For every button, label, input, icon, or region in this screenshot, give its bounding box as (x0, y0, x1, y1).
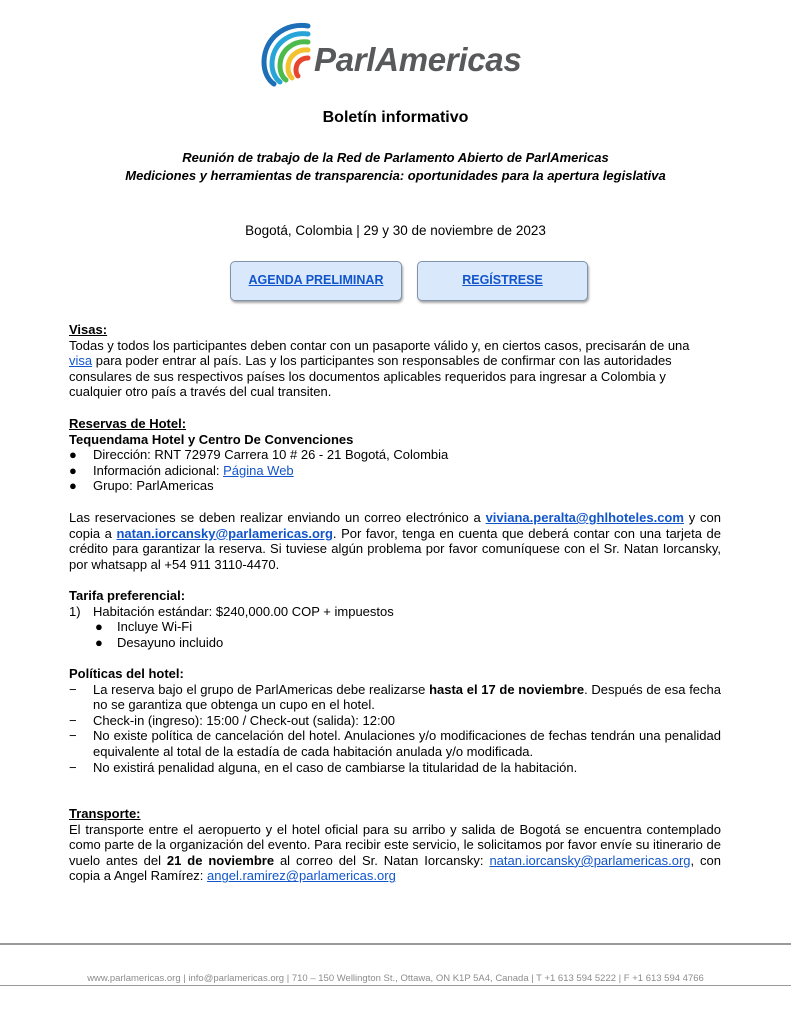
event-subtitle-1: Reunión de trabajo de la Red de Parlamento Abierto de ParlAmericas (182, 150, 609, 165)
list-item: ● Desayuno incluido (95, 634, 224, 650)
hotel-section (69, 416, 721, 494)
list-item: − La reserva bajo el grupo de ParlAmericas debe realizarse hasta el 17 de noviembre. Después de esa fecha no se garantiza que obtenga un cupo en el hotel. (69, 681, 722, 713)
reservation-paragraph: Las reservaciones se deben realizar enviando un correo electrónico a viviana.peralta@ghlhoteles.com y con copia a natan.iorcansky@parlamericas.org. Por favor, tenga en cuenta que deberá contar con una tarjeta de crédito para garantizar la reserva. Si tuviese algún problema por favor comuníquese con el Sr. Natan Iorcansky, por whatsapp al +54 911 3110-4470. (69, 510, 721, 572)
agenda-button[interactable]: AGENDA PRELIMINAR (230, 261, 402, 301)
footer-bottom-divider (0, 985, 791, 986)
parlamericas-logo (258, 18, 528, 92)
policies-section (69, 666, 721, 775)
visas-section (69, 322, 721, 400)
transport-section (69, 806, 721, 884)
event-subtitle-2: Mediciones y herramientas de transparencia: oportunidades para la apertura legislativa (125, 168, 666, 183)
hotel-email-link[interactable]: viviana.peralta@ghlhoteles.com (485, 510, 684, 525)
hotel-heading: Reservas de Hotel: (69, 416, 187, 431)
natan-email-link-2[interactable]: natan.iorcansky@parlamericas.org (489, 852, 691, 868)
list-item: − No existe política de cancelación del hotel. Anulaciones y/o modificaciones de fechas tendrán una penalidad equivalente al total de la estadía de cada habitación anulada y/o modificada. (69, 728, 721, 759)
transport-paragraph: El transporte entre el aeropuerto y el hotel oficial para su arribo y salida de Bogotá se encuentra contemplado como parte de la organización del evento. Para recibir este servicio, le solicitamos por favor envíe su itinerario de vuelo antes del 21 de noviembre al correo del Sr. Natan Iorcansky: natan.iorcansky@parlamericas.org, con copia a Angel Ramírez: angel.ramirez@parlamericas.org (69, 821, 721, 884)
hotel-group: Grupo: ParlAmericas (93, 478, 214, 494)
natan-email-link[interactable]: natan.iorcansky@parlamericas.org (116, 525, 333, 541)
list-item: ● Incluye Wi-Fi (95, 619, 193, 635)
footer-text: www.parlamericas.org | info@parlamericas.org | 710 – 150 Wellington St., Ottawa, ON K1P 5A4, Canada | T +1 613 594 5222 | F +1 613 594 4766 (87, 973, 704, 984)
transport-heading: Transporte: (69, 806, 141, 821)
rate-section (69, 588, 721, 650)
list-item: − Check-in (ingreso): 15:00 / Check-out (salida): 12:00 (69, 712, 396, 728)
event-dateline: Bogotá, Colombia | 29 y 30 de noviembre de 2023 (245, 223, 546, 238)
logo-swirl-icon (258, 18, 318, 92)
logo-wordmark: ParlAmericas (314, 41, 522, 78)
rate-room: Habitación estándar: $240,000.00 COP + impuestos (93, 603, 394, 619)
visas-heading: Visas: (69, 322, 108, 337)
list-item: ● Dirección: RNT 72979 Carrera 10 # 26 - 21 Bogotá, Colombia (69, 447, 449, 463)
list-item: 1) Habitación estándar: $240,000.00 COP + impuestos (69, 603, 394, 619)
rate-heading: Tarifa preferencial: (69, 588, 186, 603)
visas-paragraph: Todas y todos los participantes deben contar con un pasaporte válido y, en ciertos casos, precisarán de una visa para poder entrar al país. Las y los participantes son responsables de confirmar con las autoridades consulares de sus respectivos países los documentos aplicables requeridos para ingresar a Colombia y cualquier otro país a través del cual transiten. (69, 337, 690, 400)
list-item: − No existirá penalidad alguna, en el caso de cambiarse la titularidad de la habitación. (69, 759, 578, 775)
hotel-website-link[interactable]: Página Web (223, 462, 294, 478)
page-title: Boletín informativo (322, 109, 469, 126)
footer-divider (0, 943, 791, 945)
list-item: ● Información adicional: Página Web (69, 462, 294, 478)
angel-email-link[interactable]: angel.ramirez@parlamericas.org (207, 868, 396, 884)
list-item: ● Grupo: ParlAmericas (69, 478, 214, 494)
hotel-name: Tequendama Hotel y Centro De Convenciones (69, 431, 354, 447)
register-button[interactable]: REGÍSTRESE (417, 261, 588, 301)
hotel-address: Dirección: RNT 72979 Carrera 10 # 26 - 21 Bogotá, Colombia (93, 447, 449, 463)
policies-heading: Políticas del hotel: (69, 666, 184, 681)
visa-link[interactable]: visa (69, 353, 93, 369)
